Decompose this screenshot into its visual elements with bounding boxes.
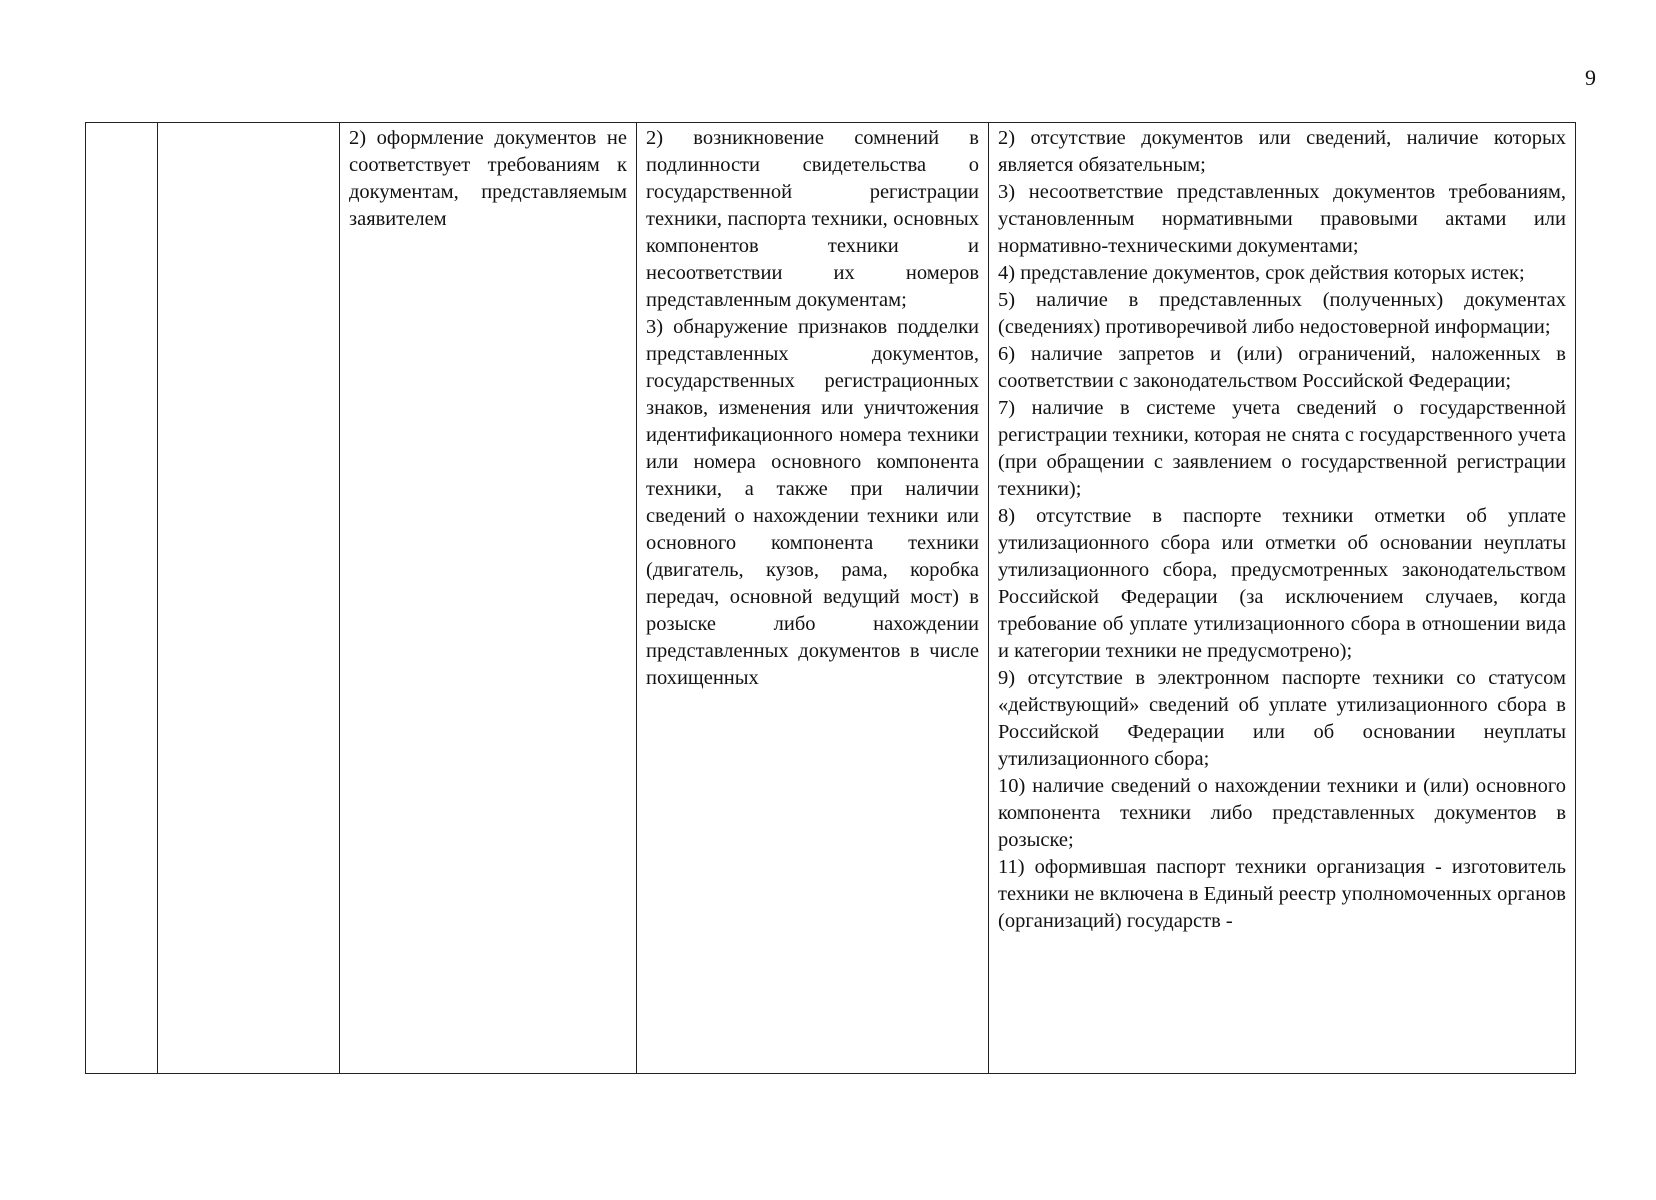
list-item: 3) обнаружение признаков подделки представленных документов, государственных регистрационных знаков, изменения или уничтожения идентификационного номера техники или номера основного компонента техники, а также при наличии сведений о нахождении техники или основного компонента техники (двигатель, кузов, рама, коробка передач, основной ведущий мост) в розыске либо нахождении представленных документов в числе похищенных — [646, 316, 979, 689]
document-table — [85, 122, 1576, 1074]
table-cell-col5 — [989, 123, 1576, 1074]
list-item: 11) оформившая паспорт техники организация - изготовитель техники не включена в Единый реестр уполномоченных органов (организаций) государств - — [998, 856, 1566, 932]
table-cell-col4 — [637, 123, 989, 1074]
list-item: 9) отсутствие в электронном паспорте техники со статусом «действующий» сведений об уплате утилизационного сбора в Российской Федерации или об основании неуплаты утилизационного сбора; — [998, 667, 1566, 770]
table-row — [86, 123, 1576, 1074]
list-item: 6) наличие запретов и (или) ограничений, наложенных в соответствии с законодательством Российской Федерации; — [998, 343, 1566, 392]
list-item: 2) оформление документов не соответствует требованиям к документам, представляемым заявителем — [349, 127, 627, 230]
page-number: 9 — [1585, 65, 1596, 90]
list-item: 5) наличие в представленных (полученных) документах (сведениях) противоречивой либо недостоверной информации; — [998, 289, 1566, 338]
list-item: 3) несоответствие представленных документов требованиям, установленным нормативными правовыми актами или нормативно-техническими документами; — [998, 181, 1566, 257]
table-cell-col1 — [86, 123, 158, 1074]
list-item: 4) представление документов, срок действия которых истек; — [998, 262, 1525, 284]
table-cell-col2 — [158, 123, 340, 1074]
list-item: 2) отсутствие документов или сведений, наличие которых является обязательным; — [998, 127, 1566, 176]
table-cell-col3 — [340, 123, 637, 1074]
list-item: 8) отсутствие в паспорте техники отметки об уплате утилизационного сбора или отметки об основании неуплаты утилизационного сбора, предусмотренных законодательством Российской Федерации (за исключением случаев, когда требование об уплате утилизационного сбора в отношении вида и категории техники не предусмотрено); — [998, 505, 1566, 662]
list-item: 7) наличие в системе учета сведений о государственной регистрации техники, которая не снята с государственного учета (при обращении с заявлением о государственной регистрации техники); — [998, 397, 1566, 500]
list-item: 2) возникновение сомнений в подлинности свидетельства о государственной регистрации техники, паспорта техники, основных компонентов техники и несоответствии их номеров представленным документам; — [646, 127, 979, 311]
list-item: 10) наличие сведений о нахождении техники и (или) основного компонента техники либо представленных документов в розыске; — [998, 775, 1566, 851]
